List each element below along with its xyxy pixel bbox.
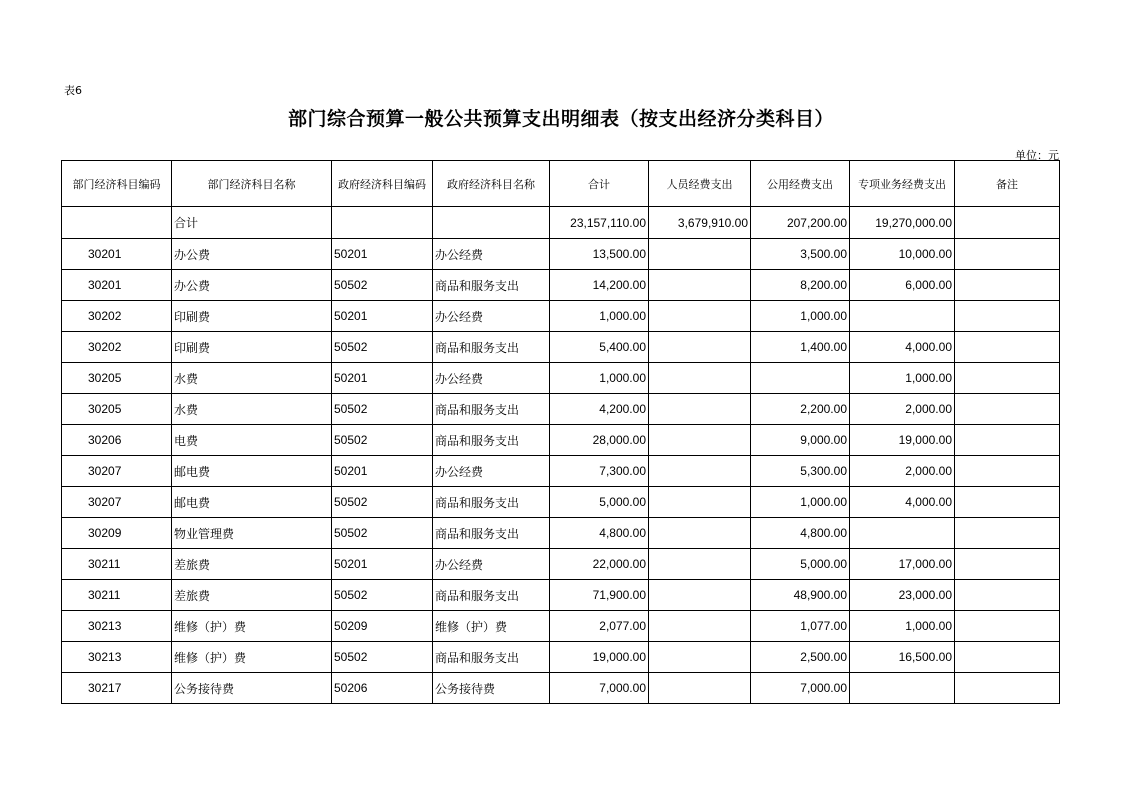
cell-dept-name: 物业管理费 bbox=[172, 518, 332, 549]
cell-personnel bbox=[649, 642, 751, 673]
cell-total: 19,000.00 bbox=[550, 642, 649, 673]
summary-total: 23,157,110.00 bbox=[550, 207, 649, 239]
cell-gov-name: 办公经费 bbox=[433, 363, 550, 394]
cell-total: 71,900.00 bbox=[550, 580, 649, 611]
table-row bbox=[62, 363, 1060, 394]
table-row bbox=[62, 673, 1060, 704]
cell-total: 7,300.00 bbox=[550, 456, 649, 487]
cell-dept-code: 30206 bbox=[62, 425, 172, 456]
summary-dept-code bbox=[62, 207, 172, 239]
header-dept-code: 部门经济科目编码 bbox=[62, 161, 172, 207]
header-personnel: 人员经费支出 bbox=[649, 161, 751, 207]
cell-dept-name: 水费 bbox=[172, 363, 332, 394]
cell-public: 1,400.00 bbox=[751, 332, 850, 363]
cell-gov-name: 办公经费 bbox=[433, 239, 550, 270]
cell-dept-code: 30205 bbox=[62, 363, 172, 394]
cell-total: 1,000.00 bbox=[550, 301, 649, 332]
table-row bbox=[62, 518, 1060, 549]
cell-remark bbox=[955, 239, 1060, 270]
cell-special: 2,000.00 bbox=[850, 456, 955, 487]
summary-gov-code bbox=[332, 207, 433, 239]
header-remark: 备注 bbox=[955, 161, 1060, 207]
cell-total: 2,077.00 bbox=[550, 611, 649, 642]
unit-label: 单位：元 bbox=[1015, 149, 1059, 162]
cell-personnel bbox=[649, 549, 751, 580]
cell-special: 16,500.00 bbox=[850, 642, 955, 673]
cell-special: 4,000.00 bbox=[850, 487, 955, 518]
cell-gov-name: 办公经费 bbox=[433, 456, 550, 487]
cell-remark bbox=[955, 611, 1060, 642]
cell-dept-code: 30209 bbox=[62, 518, 172, 549]
cell-public: 8,200.00 bbox=[751, 270, 850, 301]
cell-dept-name: 维修（护）费 bbox=[172, 642, 332, 673]
cell-remark bbox=[955, 301, 1060, 332]
cell-gov-code: 50502 bbox=[332, 270, 433, 301]
cell-gov-name: 办公经费 bbox=[433, 301, 550, 332]
header-total: 合计 bbox=[550, 161, 649, 207]
cell-public: 5,300.00 bbox=[751, 456, 850, 487]
cell-personnel bbox=[649, 580, 751, 611]
cell-public: 7,000.00 bbox=[751, 673, 850, 704]
cell-special: 1,000.00 bbox=[850, 363, 955, 394]
cell-total: 5,000.00 bbox=[550, 487, 649, 518]
cell-gov-code: 50206 bbox=[332, 673, 433, 704]
cell-gov-name: 商品和服务支出 bbox=[433, 270, 550, 301]
header-dept-name: 部门经济科目名称 bbox=[172, 161, 332, 207]
cell-personnel bbox=[649, 518, 751, 549]
cell-gov-code: 50209 bbox=[332, 611, 433, 642]
cell-total: 5,400.00 bbox=[550, 332, 649, 363]
cell-total: 22,000.00 bbox=[550, 549, 649, 580]
cell-public: 1,000.00 bbox=[751, 301, 850, 332]
cell-gov-code: 50502 bbox=[332, 487, 433, 518]
cell-dept-code: 30201 bbox=[62, 270, 172, 301]
cell-gov-name: 维修（护）费 bbox=[433, 611, 550, 642]
cell-total: 14,200.00 bbox=[550, 270, 649, 301]
cell-gov-code: 50502 bbox=[332, 332, 433, 363]
cell-dept-code: 30201 bbox=[62, 239, 172, 270]
summary-remark bbox=[955, 207, 1060, 239]
cell-dept-code: 30205 bbox=[62, 394, 172, 425]
summary-public: 207,200.00 bbox=[751, 207, 850, 239]
cell-gov-name: 商品和服务支出 bbox=[433, 518, 550, 549]
table-row bbox=[62, 425, 1060, 456]
cell-remark bbox=[955, 270, 1060, 301]
cell-gov-code: 50502 bbox=[332, 425, 433, 456]
summary-label: 合计 bbox=[172, 207, 332, 239]
cell-dept-name: 公务接待费 bbox=[172, 673, 332, 704]
cell-gov-name: 办公经费 bbox=[433, 549, 550, 580]
table-row bbox=[62, 394, 1060, 425]
summary-gov-name bbox=[433, 207, 550, 239]
cell-public bbox=[751, 363, 850, 394]
cell-gov-code: 50502 bbox=[332, 580, 433, 611]
cell-remark bbox=[955, 425, 1060, 456]
header-special: 专项业务经费支出 bbox=[850, 161, 955, 207]
cell-personnel bbox=[649, 456, 751, 487]
cell-dept-code: 30211 bbox=[62, 580, 172, 611]
cell-special: 4,000.00 bbox=[850, 332, 955, 363]
cell-public: 4,800.00 bbox=[751, 518, 850, 549]
cell-remark bbox=[955, 642, 1060, 673]
cell-special: 10,000.00 bbox=[850, 239, 955, 270]
cell-total: 1,000.00 bbox=[550, 363, 649, 394]
cell-dept-name: 印刷费 bbox=[172, 301, 332, 332]
cell-total: 4,800.00 bbox=[550, 518, 649, 549]
cell-remark bbox=[955, 332, 1060, 363]
cell-dept-code: 30213 bbox=[62, 611, 172, 642]
cell-gov-code: 50201 bbox=[332, 363, 433, 394]
cell-special: 6,000.00 bbox=[850, 270, 955, 301]
cell-special: 2,000.00 bbox=[850, 394, 955, 425]
cell-dept-code: 30202 bbox=[62, 301, 172, 332]
cell-dept-code: 30213 bbox=[62, 642, 172, 673]
cell-remark bbox=[955, 363, 1060, 394]
cell-remark bbox=[955, 580, 1060, 611]
cell-dept-name: 印刷费 bbox=[172, 332, 332, 363]
cell-public: 3,500.00 bbox=[751, 239, 850, 270]
cell-gov-name: 商品和服务支出 bbox=[433, 580, 550, 611]
cell-remark bbox=[955, 549, 1060, 580]
cell-gov-code: 50502 bbox=[332, 394, 433, 425]
cell-public: 5,000.00 bbox=[751, 549, 850, 580]
cell-dept-code: 30207 bbox=[62, 487, 172, 518]
header-gov-code: 政府经济科目编码 bbox=[332, 161, 433, 207]
cell-personnel bbox=[649, 363, 751, 394]
cell-personnel bbox=[649, 332, 751, 363]
header-row bbox=[62, 161, 1060, 207]
cell-dept-code: 30217 bbox=[62, 673, 172, 704]
cell-personnel bbox=[649, 301, 751, 332]
summary-personnel: 3,679,910.00 bbox=[649, 207, 751, 239]
cell-total: 28,000.00 bbox=[550, 425, 649, 456]
header-public: 公用经费支出 bbox=[751, 161, 850, 207]
cell-gov-name: 商品和服务支出 bbox=[433, 394, 550, 425]
cell-dept-name: 办公费 bbox=[172, 239, 332, 270]
header-gov-name: 政府经济科目名称 bbox=[433, 161, 550, 207]
table-row bbox=[62, 580, 1060, 611]
cell-special: 17,000.00 bbox=[850, 549, 955, 580]
cell-public: 1,077.00 bbox=[751, 611, 850, 642]
cell-remark bbox=[955, 456, 1060, 487]
cell-personnel bbox=[649, 239, 751, 270]
cell-special bbox=[850, 301, 955, 332]
cell-gov-code: 50502 bbox=[332, 518, 433, 549]
table-row bbox=[62, 642, 1060, 673]
cell-remark bbox=[955, 394, 1060, 425]
cell-total: 13,500.00 bbox=[550, 239, 649, 270]
cell-gov-code: 50201 bbox=[332, 549, 433, 580]
cell-dept-code: 30207 bbox=[62, 456, 172, 487]
cell-personnel bbox=[649, 425, 751, 456]
table-row bbox=[62, 487, 1060, 518]
cell-gov-code: 50201 bbox=[332, 456, 433, 487]
cell-special: 1,000.00 bbox=[850, 611, 955, 642]
table-row bbox=[62, 239, 1060, 270]
cell-remark bbox=[955, 487, 1060, 518]
cell-personnel bbox=[649, 270, 751, 301]
cell-dept-name: 邮电费 bbox=[172, 487, 332, 518]
cell-personnel bbox=[649, 673, 751, 704]
cell-personnel bbox=[649, 394, 751, 425]
table-row bbox=[62, 611, 1060, 642]
cell-remark bbox=[955, 673, 1060, 704]
cell-special: 19,000.00 bbox=[850, 425, 955, 456]
cell-remark bbox=[955, 518, 1060, 549]
cell-special bbox=[850, 518, 955, 549]
cell-gov-name: 商品和服务支出 bbox=[433, 332, 550, 363]
table-row bbox=[62, 270, 1060, 301]
cell-dept-code: 30202 bbox=[62, 332, 172, 363]
cell-gov-code: 50201 bbox=[332, 301, 433, 332]
summary-special: 19,270,000.00 bbox=[850, 207, 955, 239]
cell-dept-name: 电费 bbox=[172, 425, 332, 456]
cell-dept-name: 差旅费 bbox=[172, 580, 332, 611]
cell-total: 4,200.00 bbox=[550, 394, 649, 425]
cell-dept-code: 30211 bbox=[62, 549, 172, 580]
cell-gov-name: 公务接待费 bbox=[433, 673, 550, 704]
page-title: 部门综合预算一般公共预算支出明细表（按支出经济分类科目） bbox=[287, 108, 834, 130]
cell-public: 2,200.00 bbox=[751, 394, 850, 425]
cell-dept-name: 差旅费 bbox=[172, 549, 332, 580]
table-row bbox=[62, 456, 1060, 487]
cell-public: 48,900.00 bbox=[751, 580, 850, 611]
cell-dept-name: 水费 bbox=[172, 394, 332, 425]
cell-public: 2,500.00 bbox=[751, 642, 850, 673]
cell-public: 1,000.00 bbox=[751, 487, 850, 518]
cell-personnel bbox=[649, 611, 751, 642]
cell-gov-name: 商品和服务支出 bbox=[433, 487, 550, 518]
cell-dept-name: 邮电费 bbox=[172, 456, 332, 487]
cell-special bbox=[850, 673, 955, 704]
table-number: 表6 bbox=[64, 84, 82, 97]
expenditure-table bbox=[61, 160, 1060, 704]
cell-total: 7,000.00 bbox=[550, 673, 649, 704]
cell-public: 9,000.00 bbox=[751, 425, 850, 456]
cell-gov-name: 商品和服务支出 bbox=[433, 642, 550, 673]
cell-gov-name: 商品和服务支出 bbox=[433, 425, 550, 456]
cell-gov-code: 50201 bbox=[332, 239, 433, 270]
cell-special: 23,000.00 bbox=[850, 580, 955, 611]
table-row bbox=[62, 549, 1060, 580]
cell-dept-name: 办公费 bbox=[172, 270, 332, 301]
cell-dept-name: 维修（护）费 bbox=[172, 611, 332, 642]
table-row bbox=[62, 301, 1060, 332]
summary-row bbox=[62, 207, 1060, 239]
cell-personnel bbox=[649, 487, 751, 518]
cell-gov-code: 50502 bbox=[332, 642, 433, 673]
table-row bbox=[62, 332, 1060, 363]
